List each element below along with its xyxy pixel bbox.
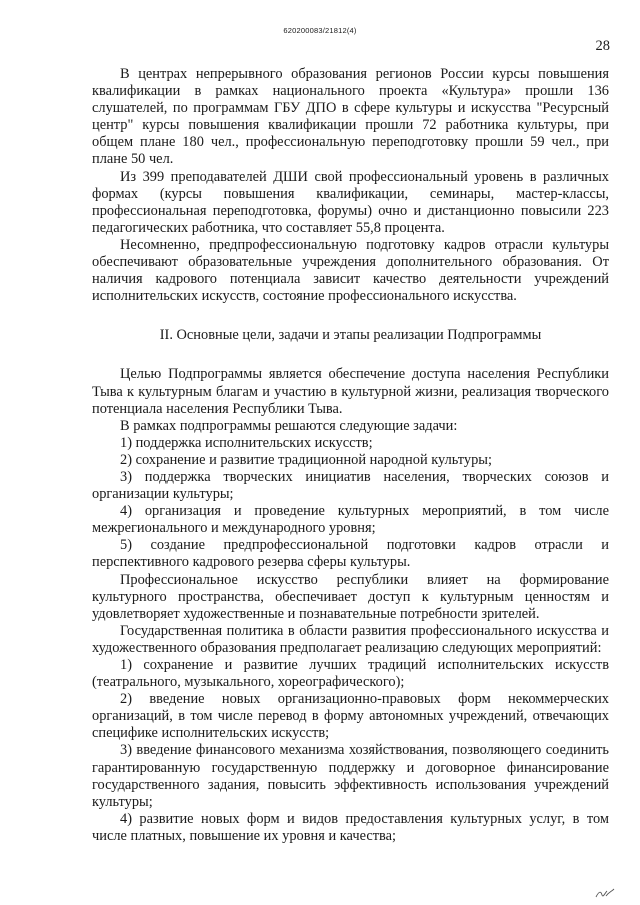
document-id: 620200083/21812(4) xyxy=(283,26,357,35)
measure-item-2: 2) введение новых организационно-правовых форм некоммерческих организаций, в том числе перевод в форму автономных учреждений, отвечающих специфике исполнительских искусств; xyxy=(92,691,609,742)
measure-item-3: 3) введение финансового механизма хозяйствования, позволяющего соединить гарантированную государственную поддержку и договорное финансирование государственного задания, повысить эффективность использования учреждений культуры; xyxy=(92,742,609,810)
section-heading: II. Основные цели, задачи и этапы реализации Подпрограммы xyxy=(159,327,542,344)
task-item-2: 2) сохранение и развитие традиционной народной культуры; xyxy=(120,451,492,468)
measure-item-1: 1) сохранение и развитие лучших традиций исполнительских искусств (театрального, музыкального, хореографического); xyxy=(92,657,609,691)
paragraph-training-centers: В центрах непрерывного образования регионов России курсы повышения квалификации в рамках национального проекта «Культура» прошли 136 слушателей, по программам ГБУ ДПО в сфере культуры и искусства "Ресурсный центр" курсы повышения квалификации прошли 72 работника культуры, при общем плане 180 чел., профессиональную переподготовку прошли 59 чел., при плане 50 чел. xyxy=(92,66,609,168)
paragraph-professional-art: Профессиональное искусство республики влияет на формирование культурного пространства, обеспечивает доступ к культурным ценностям и удовлетворяет художественные и познавательные потребности зрителей. xyxy=(92,571,609,622)
paragraph-preprofessional-training: Несомненно, предпрофессиональную подготовку кадров отрасли культуры обеспечивают образовательные учреждения дополнительного образования. От наличия кадрового потенциала зависит качество деятельности учреждений исполнительских искусств, состояние профессионального искусства. xyxy=(92,236,609,305)
paragraph-dshi-teachers: Из 399 преподавателей ДШИ свой профессиональный уровень в различных формах (курсы повышения квалификации, семинары, мастер-классы, профессиональная переподготовка, форумы) очно и дистанционно повысили 223 педагогических работника, что составляет 55,8 процента. xyxy=(92,168,609,236)
signature-mark xyxy=(594,887,616,899)
paragraph-tasks-intro: В рамках подпрограммы решаются следующие задачи: xyxy=(120,417,458,434)
task-item-5: 5) создание предпрофессиональной подготовки кадров отрасли и перспективного кадрового резерва сферы культуры. xyxy=(92,537,609,571)
task-item-4: 4) организация и проведение культурных мероприятий, в том числе межрегионального и международного уровня; xyxy=(92,503,609,537)
paragraph-state-policy: Государственная политика в области развития профессионального искусства и художественного образования предполагает реализацию следующих мероприятий: xyxy=(92,622,609,656)
task-item-1: 1) поддержка исполнительских искусств; xyxy=(120,434,373,451)
document-body xyxy=(92,66,609,845)
measure-item-4: 4) развитие новых форм и видов предоставления культурных услуг, в том числе платных, повышение их уровня и качества; xyxy=(92,810,609,844)
task-item-3: 3) поддержка творческих инициатив населения, творческих союзов и организации культуры; xyxy=(92,468,609,503)
page-number: 28 xyxy=(595,38,610,54)
paragraph-goal: Целью Подпрограммы является обеспечение доступа населения Республики Тыва к культурным благам и участию в культурной жизни, реализация творческого потенциала населения Республики Тыва. xyxy=(92,366,609,417)
